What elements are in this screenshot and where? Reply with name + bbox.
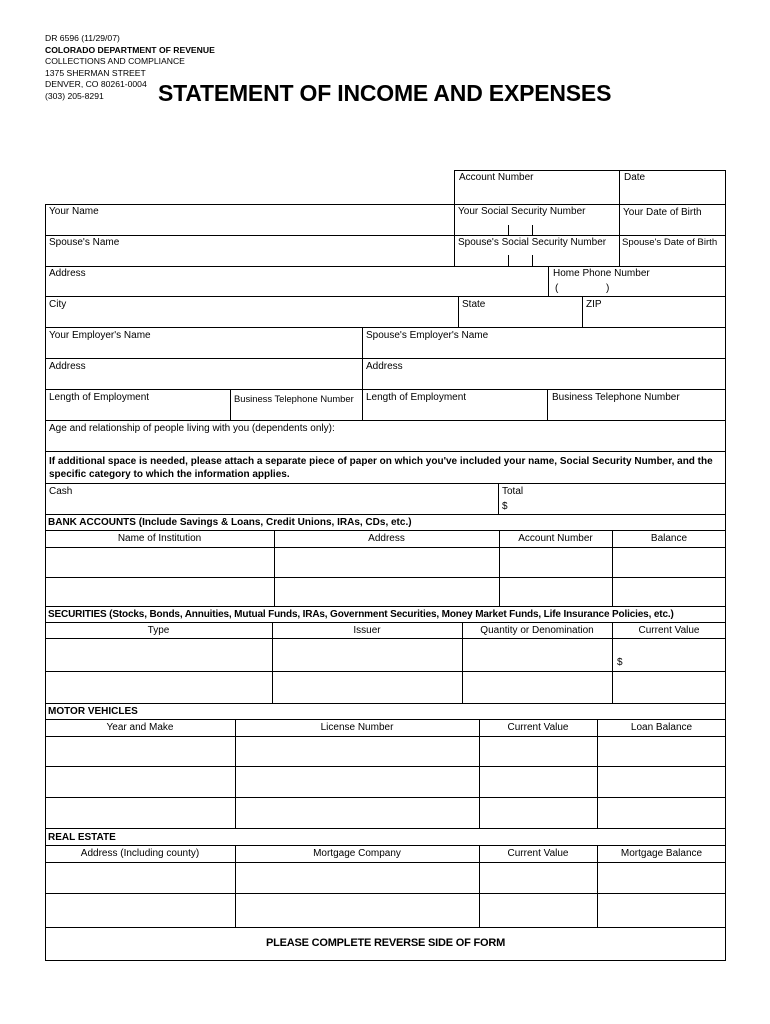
bank-col-balance: Balance bbox=[650, 533, 688, 544]
department-name: COLORADO DEPARTMENT OF REVENUE bbox=[45, 44, 215, 55]
real-estate-col-address: Address (Including county) bbox=[80, 848, 200, 859]
date-label: Date bbox=[624, 172, 646, 183]
division-name: COLLECTIONS AND COMPLIANCE bbox=[45, 56, 185, 67]
dependents-label: Age and relationship of people living with you (dependents only): bbox=[49, 423, 335, 434]
your-ssn-label: Your Social Security Number bbox=[458, 206, 586, 217]
vehicles-row-3[interactable] bbox=[46, 798, 725, 827]
bank-accounts-heading: BANK ACCOUNTS (Include Savings & Loans, Credit Unions, IRAs, CDs, etc.) bbox=[48, 517, 412, 528]
form-title: STATEMENT OF INCOME AND EXPENSES bbox=[158, 80, 612, 106]
securities-dollar-sign: $ bbox=[617, 657, 623, 668]
state-label: State bbox=[462, 299, 486, 310]
real-estate-col-mortgage-company: Mortgage Company bbox=[313, 848, 401, 859]
securities-col-quantity: Quantity or Denomination bbox=[480, 625, 594, 636]
form-id: DR 6596 (11/29/07) bbox=[45, 33, 120, 43]
vehicles-col-license: License Number bbox=[320, 722, 394, 733]
zip-label: ZIP bbox=[586, 299, 602, 310]
securities-col-current-value: Current Value bbox=[638, 625, 700, 636]
real-estate-heading: REAL ESTATE bbox=[48, 832, 116, 843]
spouse-dob-label: Spouse's Date of Birth bbox=[622, 237, 718, 248]
real-estate-col-mortgage-balance: Mortgage Balance bbox=[620, 848, 703, 859]
vehicles-col-year-make: Year and Make bbox=[106, 722, 174, 733]
motor-vehicles-heading: MOTOR VEHICLES bbox=[48, 706, 138, 717]
spouse-name-label: Spouse's Name bbox=[49, 237, 120, 248]
securities-col-type: Type bbox=[147, 625, 170, 636]
account-number-label: Account Number bbox=[459, 172, 534, 183]
real-estate-col-current-value: Current Value bbox=[507, 848, 569, 859]
your-dob-label: Your Date of Birth bbox=[623, 207, 702, 218]
agency-phone: (303) 205-8291 bbox=[45, 90, 104, 101]
spouse-employer-address-label: Address bbox=[366, 361, 403, 372]
securities-row-2[interactable] bbox=[46, 672, 725, 702]
address-label: Address bbox=[49, 268, 86, 279]
spouse-ssn-label: Spouse's Social Security Number bbox=[458, 237, 607, 248]
length-employment-label: Length of Employment bbox=[49, 392, 150, 403]
spouse-length-employment-label: Length of Employment bbox=[366, 392, 467, 403]
bank-row-2[interactable] bbox=[46, 578, 725, 605]
bank-col-account-number: Account Number bbox=[518, 533, 593, 544]
bank-col-address: Address bbox=[368, 533, 405, 544]
your-employer-label: Your Employer's Name bbox=[49, 330, 151, 341]
bank-row-1[interactable] bbox=[46, 548, 725, 576]
home-phone-label: Home Phone Number bbox=[553, 268, 650, 279]
cash-label: Cash bbox=[49, 486, 73, 497]
bank-col-institution: Name of Institution bbox=[117, 533, 202, 544]
real-estate-row-1[interactable] bbox=[46, 863, 725, 892]
reverse-side-notice: PLEASE COMPLETE REVERSE SIDE OF FORM bbox=[265, 937, 506, 949]
your-name-label: Your Name bbox=[49, 206, 99, 217]
vehicles-row-1[interactable] bbox=[46, 737, 725, 765]
securities-heading: SECURITIES (Stocks, Bonds, Annuities, Mutual Funds, IRAs, Government Securities, Money Market Funds, Life Insurance Policies, etc.) bbox=[48, 609, 674, 620]
home-phone-close-paren: ) bbox=[606, 283, 610, 294]
cash-total-label: Total bbox=[502, 486, 524, 497]
city-zip: DENVER, CO 80261-0004 bbox=[45, 79, 147, 90]
business-phone-label: Business Telephone Number bbox=[234, 393, 354, 404]
city-label: City bbox=[49, 299, 67, 310]
real-estate-row-2[interactable] bbox=[46, 894, 725, 926]
spouse-employer-label: Spouse's Employer's Name bbox=[366, 330, 489, 341]
spouse-business-phone-label: Business Telephone Number bbox=[552, 392, 680, 403]
additional-space-note: If additional space is needed, please attach a separate piece of paper on which you've included your name, Social Security Number, and the specific category to which the information applies. bbox=[49, 456, 713, 480]
street-address: 1375 SHERMAN STREET bbox=[45, 67, 146, 78]
home-phone-open-paren: ( bbox=[555, 283, 559, 294]
vehicles-col-current-value: Current Value bbox=[507, 722, 569, 733]
employer-address-label: Address bbox=[49, 361, 86, 372]
securities-col-issuer: Issuer bbox=[353, 625, 381, 636]
vehicles-col-loan-balance: Loan Balance bbox=[630, 722, 693, 733]
vehicles-row-2[interactable] bbox=[46, 767, 725, 796]
securities-row-1[interactable] bbox=[46, 639, 725, 670]
cash-dollar-sign: $ bbox=[502, 501, 508, 512]
